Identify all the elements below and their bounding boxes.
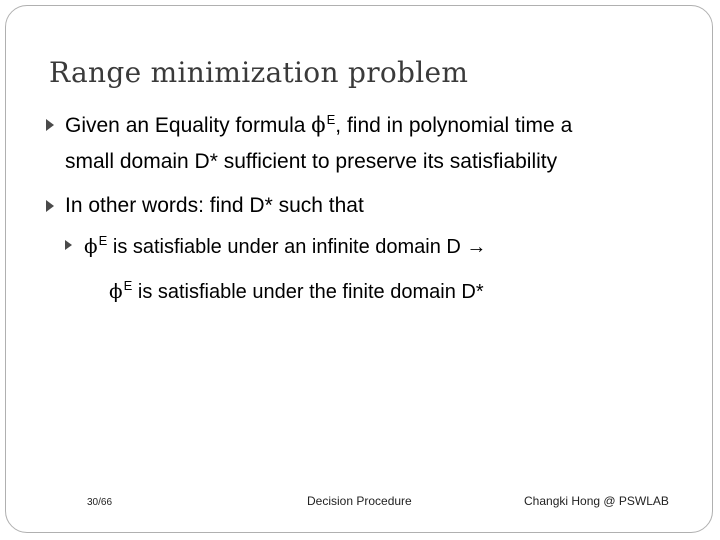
slide-frame	[5, 5, 713, 533]
sub-bullet-arrow-icon	[65, 240, 72, 250]
bullet-1-text-rest: , find in polynomial time a	[335, 114, 573, 137]
footer-author: Changki Hong @ PSWLAB	[524, 494, 669, 508]
bullet-1-line-2: small domain D* sufficient to preserve its satisfiability	[65, 150, 558, 173]
bullet-arrow-icon	[46, 119, 54, 131]
superscript-e: E	[123, 278, 133, 294]
bullet-2-text: In other words: find D* such that	[65, 194, 364, 217]
sub-bullet-line	[84, 234, 486, 259]
slide-title: Range minimization problem	[49, 56, 469, 89]
footer-page-number: 30/66	[87, 497, 113, 508]
superscript-e: E	[98, 233, 108, 249]
bullet-1-line-1	[65, 113, 572, 138]
bullet-arrow-icon	[46, 200, 54, 212]
footer-center-text: Decision Procedure	[307, 494, 412, 508]
continuation-line	[109, 279, 484, 304]
phi-symbol: ϕ	[311, 113, 326, 137]
sub-bullet-text: is satisfiable under an infinite domain D →	[107, 236, 487, 258]
bullet-1-text: Given an Equality formula	[65, 114, 312, 137]
continuation-text: is satisfiable under the finite domain D*	[132, 281, 484, 303]
phi-symbol: ϕ	[84, 234, 98, 258]
phi-symbol: ϕ	[109, 279, 123, 303]
superscript-e: E	[326, 112, 336, 127]
